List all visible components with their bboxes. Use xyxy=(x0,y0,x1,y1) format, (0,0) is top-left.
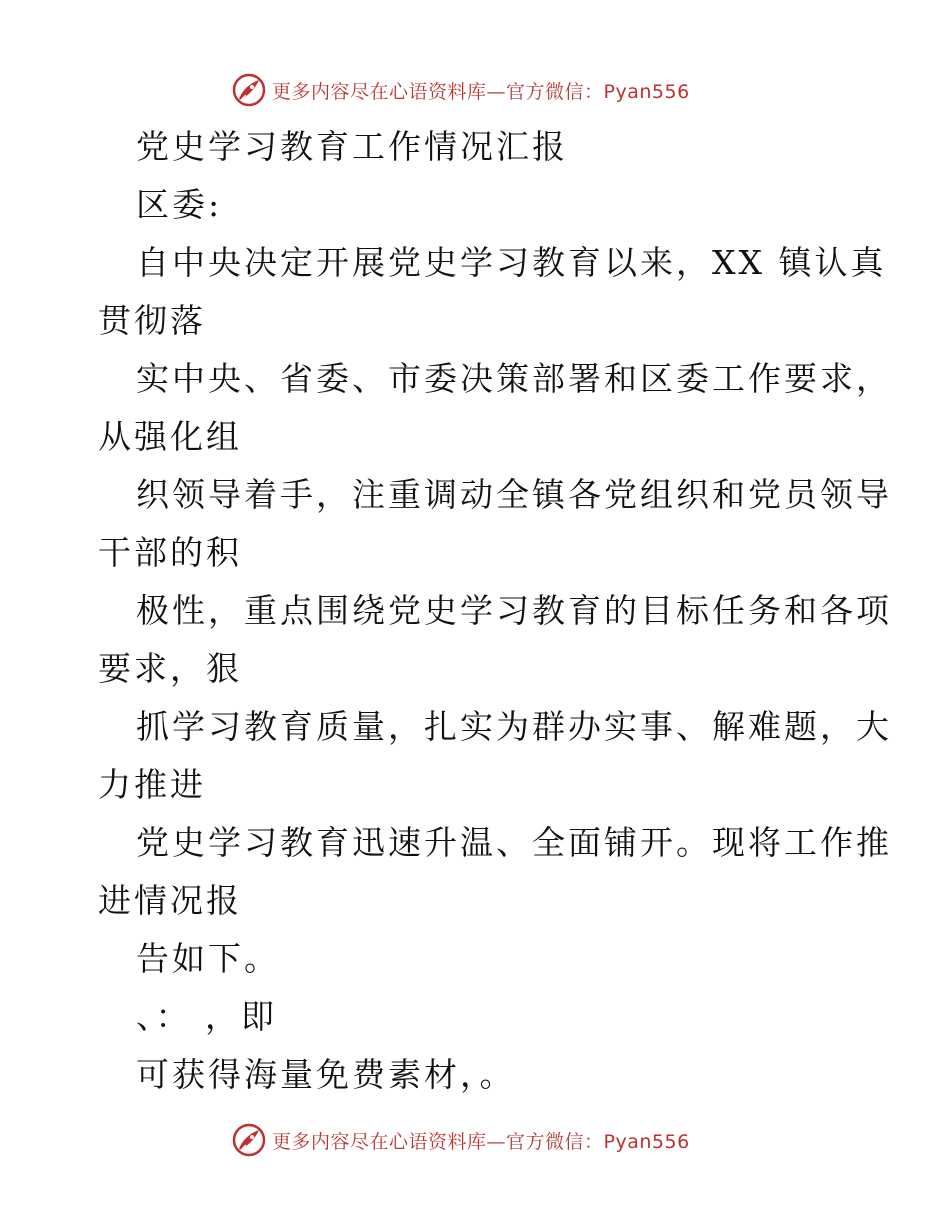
footer-banner-text xyxy=(272,1127,690,1154)
document-line: 极性，重点围绕党史学习教育的目标任务和各项 xyxy=(136,591,892,630)
document-line: 告如下。 xyxy=(136,939,280,978)
footer-brand-text: 更多内容尽在心语资料库 xyxy=(272,1130,487,1153)
document-line: 织领导着手，注重调动全镇各党组织和党员领导 xyxy=(136,475,892,514)
document-line: 力推进 xyxy=(98,765,206,804)
document-line: 、： ，即 xyxy=(136,997,277,1036)
header-brand-text: 更多内容尽在心语资料库 xyxy=(272,80,487,103)
header-banner-text xyxy=(272,77,690,104)
document-line: 实中央、省委、市委决策部署和区委工作要求， xyxy=(136,359,892,398)
document-line: 自中央决定开展党史学习教育以来，XX 镇认真 xyxy=(136,243,887,282)
footer-wechat-id: Pyan556 xyxy=(603,1130,690,1153)
document-line: 可获得海量免费素材，。 xyxy=(136,1055,516,1094)
footer-banner xyxy=(232,1120,752,1160)
footer-dash: — xyxy=(486,1130,507,1153)
document-line: 党史学习教育工作情况汇报 xyxy=(136,127,568,166)
header-wechat-id: Pyan556 xyxy=(603,80,690,103)
document-line: 从强化组 xyxy=(98,417,242,456)
document-line: 要求，狠 xyxy=(98,649,242,688)
document-line: 贯彻落 xyxy=(98,301,206,340)
document-line: 干部的积 xyxy=(98,533,242,572)
footer-wechat-label: 官方微信： xyxy=(506,1130,604,1153)
document-line: 进情况报 xyxy=(98,881,242,920)
document-line: 党史学习教育迅速升温、全面铺开。现将工作推 xyxy=(136,823,892,862)
header-wechat-label: 官方微信： xyxy=(506,80,604,103)
pen-logo-icon xyxy=(232,73,266,107)
document-line: 区委: xyxy=(136,185,223,224)
header-dash: — xyxy=(486,80,507,103)
document-line: 抓学习教育质量，扎实为群办实事、解难题，大 xyxy=(136,707,892,746)
document-body xyxy=(98,118,892,1104)
header-banner xyxy=(232,70,752,110)
pen-logo-icon xyxy=(232,1123,266,1157)
